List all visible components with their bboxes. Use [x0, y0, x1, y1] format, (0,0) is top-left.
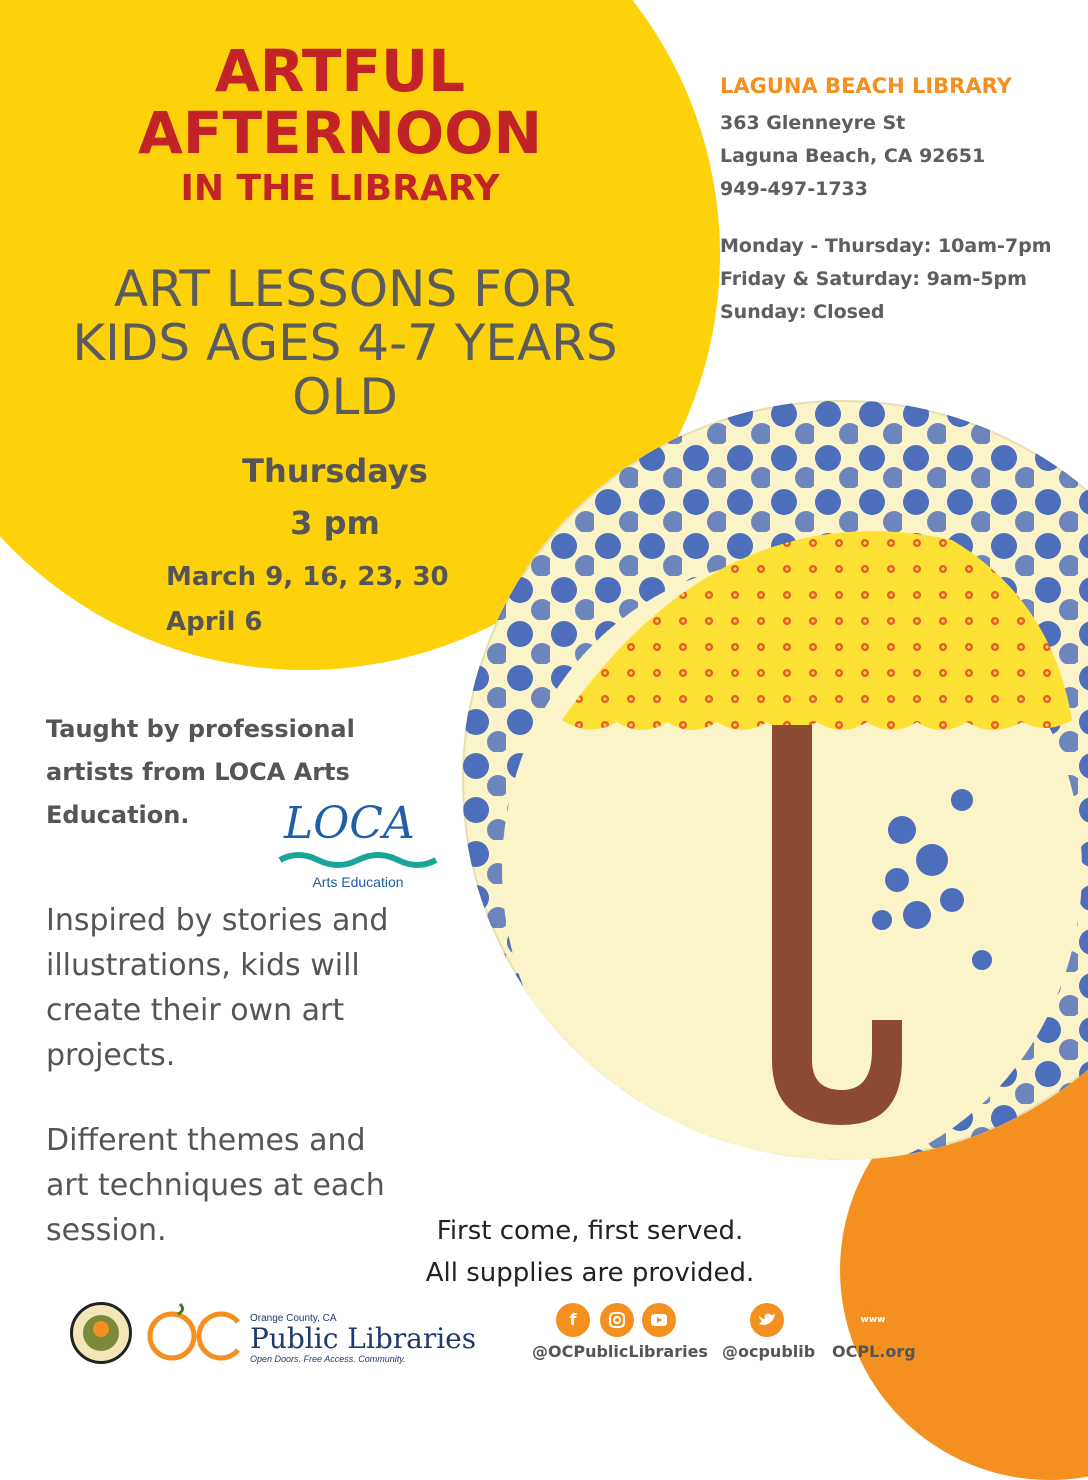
lesson-line-3: OLD [292, 368, 398, 426]
dates-line-1: March 9, 16, 23, 30 [166, 562, 449, 592]
inspired-text [46, 898, 388, 1078]
library-phone: 949-497-1733 [720, 178, 868, 200]
notes-line-2: All supplies are provided. [425, 1258, 755, 1288]
schedule-day: Thursdays [242, 452, 428, 490]
library-info [720, 70, 1052, 329]
inspired-line-4: projects. [46, 1038, 176, 1073]
loca-logo-subtitle: Arts Education [312, 874, 404, 890]
themes-text [46, 1118, 385, 1253]
library-address-2: Laguna Beach, CA 92651 [720, 145, 986, 167]
website-link[interactable]: OCPL.org [832, 1342, 916, 1361]
inspired-line-3: create their own art [46, 993, 345, 1028]
facebook-handle[interactable]: @OCPublicLibraries [532, 1342, 708, 1361]
notes [405, 1210, 775, 1294]
instagram-icon[interactable] [600, 1303, 634, 1337]
taught-line-3: Education. [46, 801, 190, 829]
county-seal-art [73, 1305, 129, 1361]
oc-small-text: Orange County, CA [250, 1313, 337, 1324]
taught-line-2: artists from LOCA Arts [46, 758, 350, 786]
library-address-1: 363 Glenneyre St [720, 112, 906, 134]
twitter-handle[interactable]: @ocpublib [722, 1342, 816, 1361]
oc-library-logo [250, 1313, 476, 1364]
facebook-icon[interactable]: f [556, 1303, 590, 1337]
inspired-line-2: illustrations, kids will [46, 948, 360, 983]
library-hours-1: Monday - Thursday: 10am-7pm [720, 235, 1052, 257]
title-line-1: ARTFUL [214, 37, 466, 105]
taught-line-1: Taught by professional [46, 715, 355, 743]
loca-logo [278, 800, 438, 890]
inspired-line-1: Inspired by stories and [46, 903, 389, 938]
themes-line-2: art techniques at each [46, 1168, 385, 1203]
loca-logo-wordmark: LOCA [284, 798, 415, 849]
notes-line-1: First come, first served. [436, 1216, 744, 1246]
lesson-heading [0, 262, 690, 424]
oc-logo-icon [146, 1300, 246, 1370]
oc-big-text: Public Libraries [250, 1322, 477, 1355]
title-line-2: AFTERNOON [137, 99, 543, 167]
twitter-icon[interactable] [750, 1303, 784, 1337]
themes-line-1: Different themes and [46, 1123, 366, 1158]
subtitle: IN THE LIBRARY [180, 168, 500, 209]
dates-line-2: April 6 [166, 607, 263, 637]
youtube-icon[interactable] [642, 1303, 676, 1337]
lesson-line-2: KIDS AGES 4-7 YEARS [72, 314, 618, 372]
loca-wave-icon [278, 848, 438, 870]
library-name: LAGUNA BEACH LIBRARY [720, 74, 1012, 98]
library-hours-2: Friday & Saturday: 9am-5pm [720, 268, 1027, 290]
oc-tagline: Open Doors. Free Access. Community. [250, 1354, 406, 1364]
dates [166, 555, 449, 645]
county-seal-icon [70, 1302, 132, 1364]
library-hours-3: Sunday: Closed [720, 301, 885, 323]
website-icon[interactable]: www [856, 1303, 890, 1337]
schedule-time: 3 pm [290, 504, 380, 542]
schedule [140, 445, 530, 549]
lesson-line-1: ART LESSONS FOR [114, 260, 576, 318]
themes-line-3: session. [46, 1213, 167, 1248]
title-block [60, 37, 620, 214]
